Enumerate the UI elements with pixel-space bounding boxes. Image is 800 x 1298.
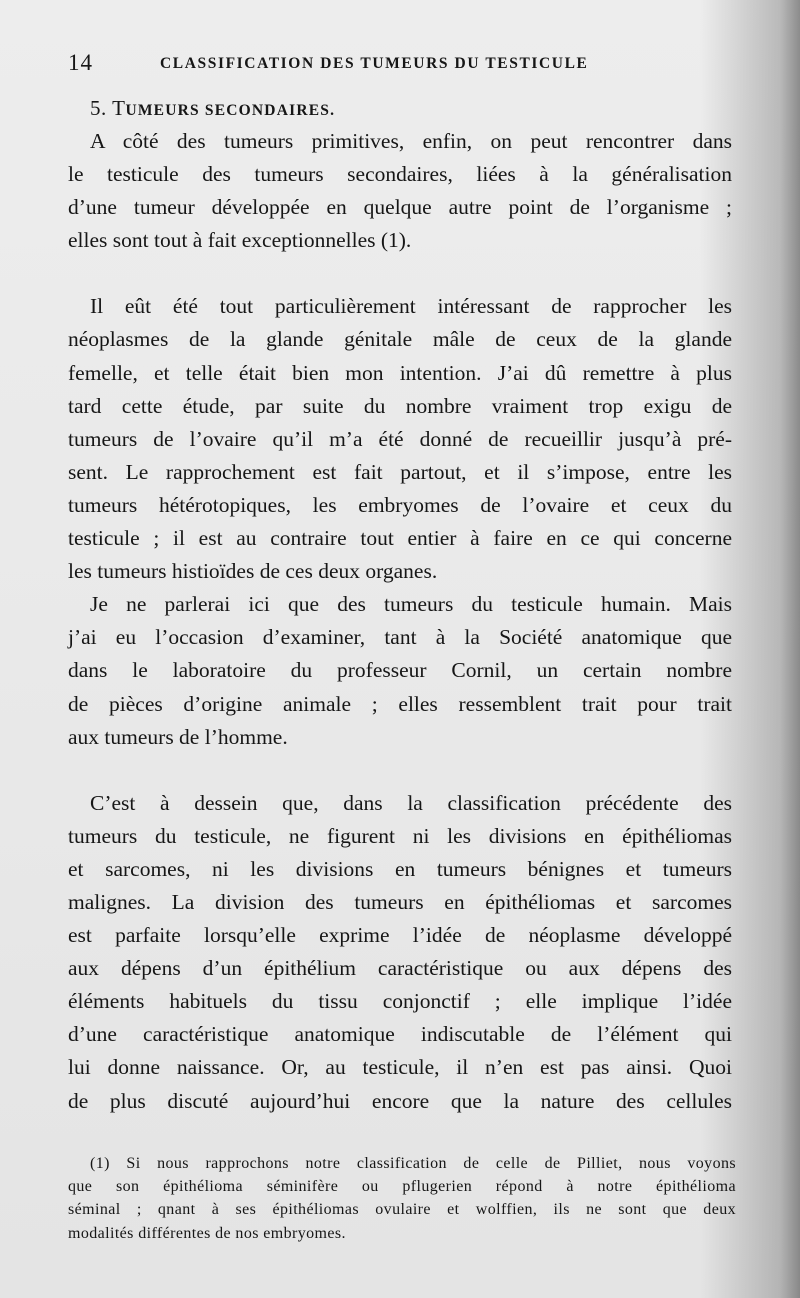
paragraph-gap [68, 257, 732, 290]
text-line: femelle, et telle était bien mon intention. J’ai dû remettre à plus [68, 360, 732, 385]
text-line: d’une caractéristique anatomique indiscutable de l’élément qui [68, 1022, 732, 1047]
page-header [68, 50, 748, 80]
footnote-line: modalités différentes de nos embryomes. [68, 1224, 346, 1242]
text-line: testicule ; il est au contraire tout entier à faire en ce qui concerne [68, 526, 732, 551]
body-text [68, 92, 732, 1118]
footnote-line: séminal ; qnant à ses épithéliomas ovulaire et wolffien, ils ne sont que deux [68, 1201, 736, 1219]
text-line: malignes. La division des tumeurs en épithéliomas et sarcomes [68, 889, 732, 914]
footnote-line: (1) Si nous rapprochons notre classification de celle de Pilliet, nous voyons [90, 1155, 736, 1172]
paragraph [68, 290, 732, 588]
text-line: sent. Le rapprochement est fait partout, et il s’impose, entre les [68, 459, 732, 484]
text-line: Il eût été tout particulièrement intéressant de rapprocher les [90, 294, 732, 319]
text-line: A côté des tumeurs primitives, enfin, on peut rencontrer dans [90, 129, 732, 153]
section-number: 5. [90, 96, 107, 120]
text-line: C’est à dessein que, dans la classification précédente des [90, 790, 732, 815]
text-line: Je ne parlerai ici que des tumeurs du testicule humain. Mais [90, 592, 732, 617]
section-title-initial: T [112, 96, 126, 120]
page-number: 14 [68, 50, 93, 75]
text-line: aux dépens d’un épithélium caractéristique ou aux dépens des [68, 956, 732, 981]
text-line: j’ai eu l’occasion d’examiner, tant à la Société anatomique que [68, 625, 732, 650]
text-line: le testicule des tumeurs secondaires, liées à la généralisation [68, 162, 732, 187]
text-line: et sarcomes, ni les divisions en tumeurs bénignes et tumeurs [68, 856, 732, 881]
text-line: les tumeurs histioïdes de ces deux organes. [68, 559, 438, 584]
text-line: d’une tumeur développée en quelque autre point de l’organisme ; [68, 195, 732, 220]
section-title [68, 92, 732, 125]
text-line: tumeurs de l’ovaire qu’il m’a été donné de recueillir jusqu’à pré- [68, 426, 732, 451]
text-line: aux tumeurs de l’homme. [68, 724, 288, 749]
paragraph [68, 787, 732, 1118]
text-line: éléments habituels du tissu conjonctif ; elle implique l’idée [68, 989, 732, 1014]
text-line: tard cette étude, par suite du nombre vraiment trop exigu de [68, 393, 732, 418]
text-line: de plus discuté aujourd’hui encore que la nature des cellules [68, 1088, 732, 1113]
text-line: dans le laboratoire du professeur Cornil, un certain nombre [68, 658, 732, 683]
section-title-rest: UMEURS SECONDAIRES. [125, 102, 336, 119]
text-line: lui donne naissance. Or, au testicule, il n’en est pas ainsi. Quoi [68, 1055, 732, 1080]
text-line: est parfaite lorsqu’elle exprime l’idée de néoplasme développé [68, 923, 732, 948]
text-line: tumeurs hétérotopiques, les embryomes de l’ovaire et ceux du [68, 492, 732, 517]
running-head: CLASSIFICATION DES TUMEURS DU TESTICULE [160, 55, 589, 72]
paragraph [68, 125, 732, 257]
text-line: elles sont tout à fait exceptionnelles (1). [68, 228, 412, 253]
paragraph [68, 588, 732, 753]
paragraph-gap [68, 754, 732, 787]
text-line: tumeurs du testicule, ne figurent ni les divisions en épithéliomas [68, 823, 732, 848]
footnote [68, 1152, 736, 1245]
text-line: de pièces d’origine animale ; elles ressemblent trait pour trait [68, 691, 732, 716]
footnote-line: que son épithélioma séminifère ou pflugerien répond à notre épithélioma [68, 1178, 736, 1196]
text-line: néoplasmes de la glande génitale mâle de ceux de la glande [68, 327, 732, 352]
